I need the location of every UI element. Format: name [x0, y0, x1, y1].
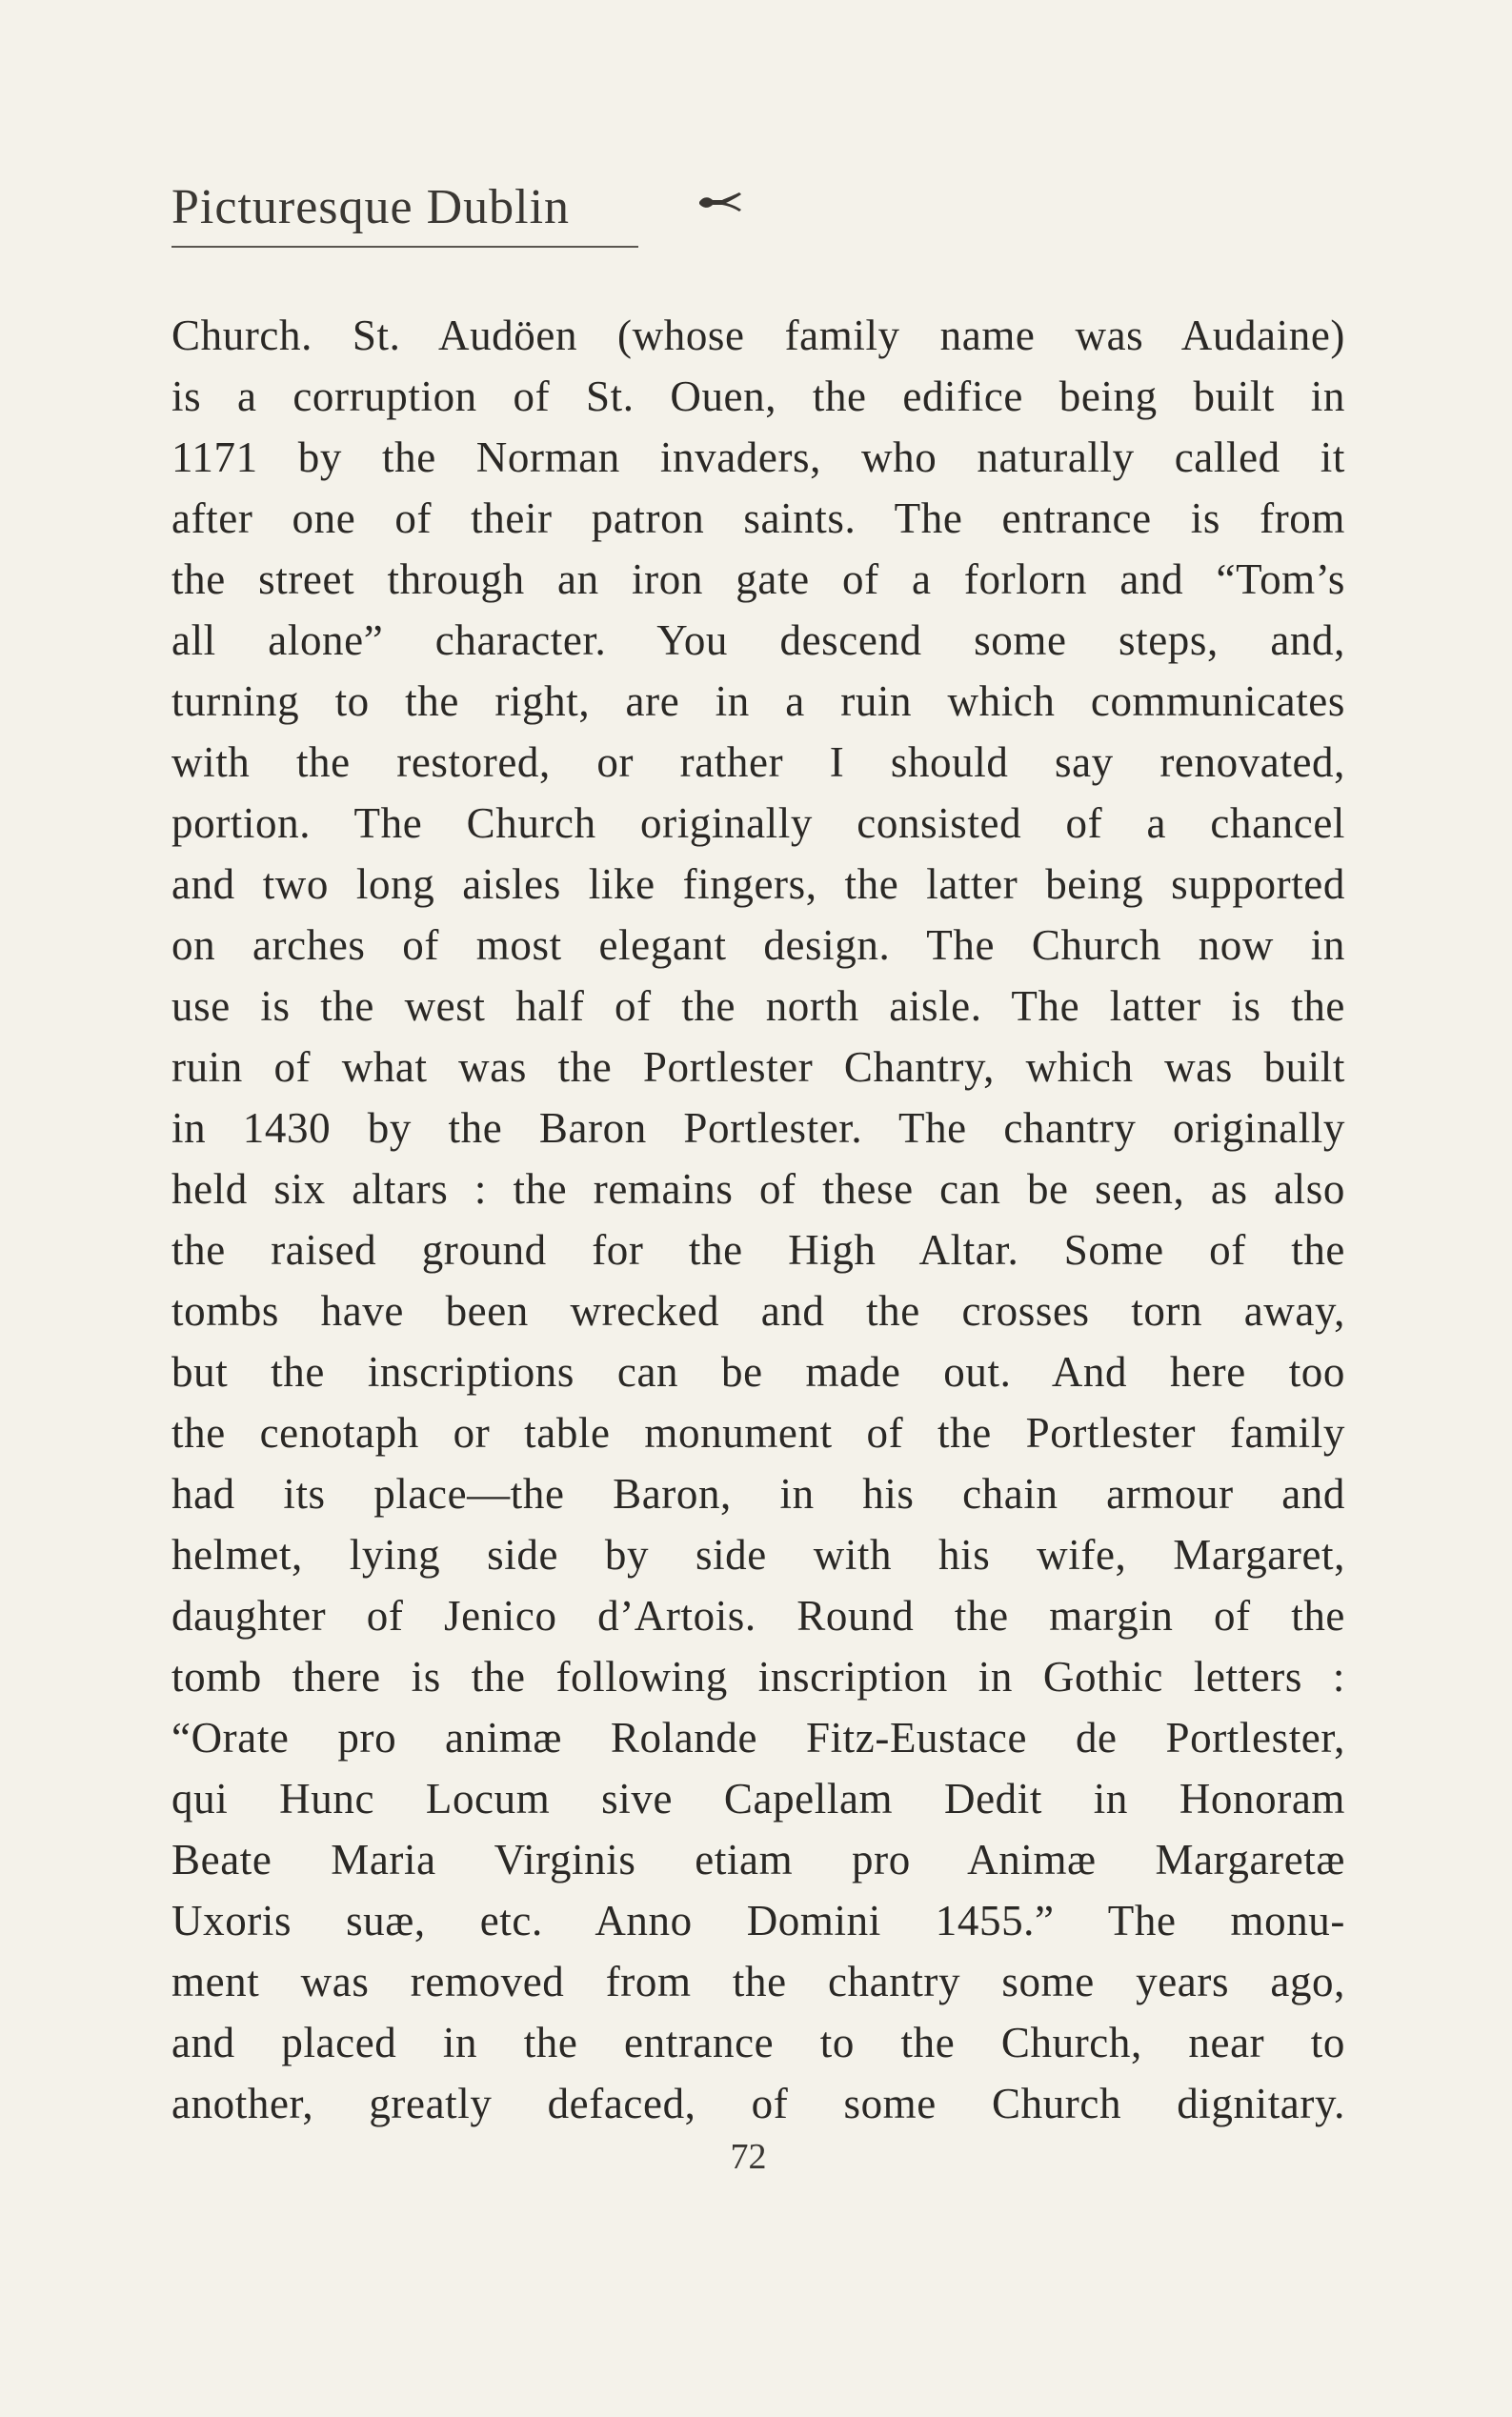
text-line: helmet, lying side by side with his wife, Margaret, [171, 1531, 1345, 1579]
running-head [171, 171, 638, 248]
text-line: another, greatly defaced, of some Church dignitary. [171, 2080, 1345, 2127]
text-line: qui Hunc Locum sive Capellam Dedit in Honoram [171, 1775, 1345, 1823]
text-line: portion. The Church originally consisted of a chancel [171, 799, 1345, 847]
text-line: and two long aisles like fingers, the latter being supported [171, 860, 1345, 908]
text-line: turning to the right, are in a ruin which communicates [171, 677, 1345, 725]
text-line: Beate Maria Virginis etiam pro Animæ Margaretæ [171, 1836, 1345, 1883]
text-line: the cenotaph or table monument of the Portlester family [171, 1409, 1345, 1457]
fleuron-icon [697, 189, 743, 217]
text-line: the street through an iron gate of a forlorn and “Tom’s [171, 555, 1345, 603]
text-line: tomb there is the following inscription in Gothic letters : [171, 1653, 1345, 1701]
text-line: 1171 by the Norman invaders, who naturally called it [171, 433, 1345, 481]
text-line: the raised ground for the High Altar. Some of the [171, 1226, 1345, 1274]
text-line: “Orate pro animæ Rolande Fitz-Eustace de Portlester, [171, 1714, 1345, 1762]
text-line: daughter of Jenico d’Artois. Round the margin of the [171, 1592, 1345, 1640]
page-number-container [0, 2136, 1512, 2178]
page-number: 72 [730, 2137, 767, 2177]
text-line: is a corruption of St. Ouen, the edifice being built in [171, 373, 1345, 420]
text-line: but the inscriptions can be made out. And here too [171, 1348, 1345, 1396]
text-line: ruin of what was the Portlester Chantry, which was built [171, 1043, 1345, 1091]
text-line: ment was removed from the chantry some years ago, [171, 1958, 1345, 2005]
text-line: in 1430 by the Baron Portlester. The chantry originally [171, 1104, 1345, 1152]
text-line: Uxoris suæ, etc. Anno Domini 1455.” The monu- [171, 1897, 1345, 1944]
text-line: had its place—the Baron, in his chain armour and [171, 1470, 1345, 1518]
text-line: after one of their patron saints. The entrance is from [171, 494, 1345, 542]
text-line: tombs have been wrecked and the crosses torn away, [171, 1287, 1345, 1335]
text-line: and placed in the entrance to the Church, near to [171, 2019, 1345, 2066]
text-line: on arches of most elegant design. The Church now in [171, 921, 1345, 969]
text-line: held six altars : the remains of these can be seen, as also [171, 1165, 1345, 1213]
body-text [171, 305, 1345, 2134]
text-line: all alone” character. You descend some steps, and, [171, 616, 1345, 664]
text-line: use is the west half of the north aisle. The latter is the [171, 982, 1345, 1030]
running-title: Picturesque Dublin [171, 180, 571, 234]
text-line: Church. St. Audöen (whose family name was Audaine) [171, 312, 1345, 359]
text-line: with the restored, or rather I should say renovated, [171, 738, 1345, 786]
